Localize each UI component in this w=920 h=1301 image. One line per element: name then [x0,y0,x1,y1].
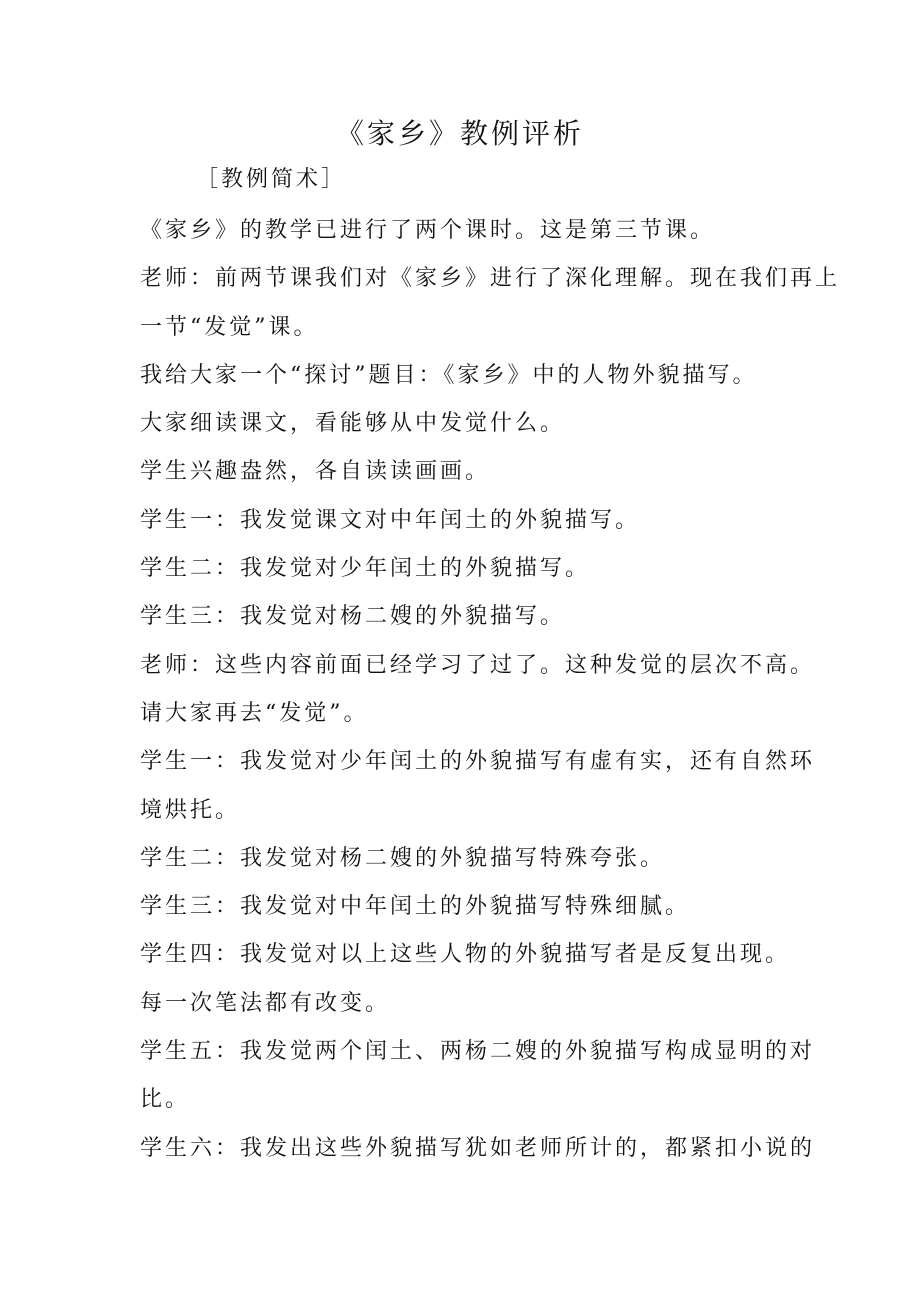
text-line: 请大家再去“发觉”。 [140,700,369,726]
text-line: 学生六：我发出这些外貌描写犹如老师所计的，都紧扣小说的 [140,1135,816,1161]
text-line: 老师：前两节课我们对《家乡》进行了深化理解。现在我们再上 [140,266,841,292]
text-line: 学生二：我发觉对杨二嫂的外貌描写特殊夸张。 [140,845,666,871]
text-line: 学生四：我发觉对以上这些人物的外貌描写者是反复出现。 [140,942,791,968]
text-line: 比。 [140,1087,191,1113]
text-line: 学生一：我发觉对少年闰土的外貌描写有虚有实，还有自然环 [140,749,816,775]
text-line: 学生三：我发觉对杨二嫂的外貌描写。 [140,604,566,630]
text-line: 老师：这些内容前面已经学习了过了。这种发觉的层次不高。 [140,652,816,678]
document-title: 《家乡》教例评析 [335,117,584,150]
text-line: 一节“发觉”课。 [140,314,319,340]
text-line: 学生一：我发觉课文对中年闰土的外貌描写。 [140,507,641,533]
text-line: 大家细读课文，看能够从中发觉什么。 [140,411,566,437]
section-heading: ［教例简术］ [196,167,347,192]
text-line: 学生五：我发觉两个闰土、两杨二嫂的外貌描写构成显明的对 [140,1039,816,1065]
text-line: 《家乡》的教学已进行了两个课时。这是第三节课。 [140,218,716,243]
text-line: 学生兴趣盎然，各自读读画画。 [140,459,491,485]
text-line: 我给大家一个“探讨”题目：《家乡》中的人物外貌描写。 [140,362,758,388]
text-line: 每一次笔法都有改变。 [140,990,391,1016]
document-body [140,207,841,1173]
text-line: 学生二：我发觉对少年闰土的外貌描写。 [140,556,591,582]
text-line: 学生三：我发觉对中年闰土的外貌描写特殊细腻。 [140,894,691,920]
text-line: 境烘托。 [140,797,241,823]
